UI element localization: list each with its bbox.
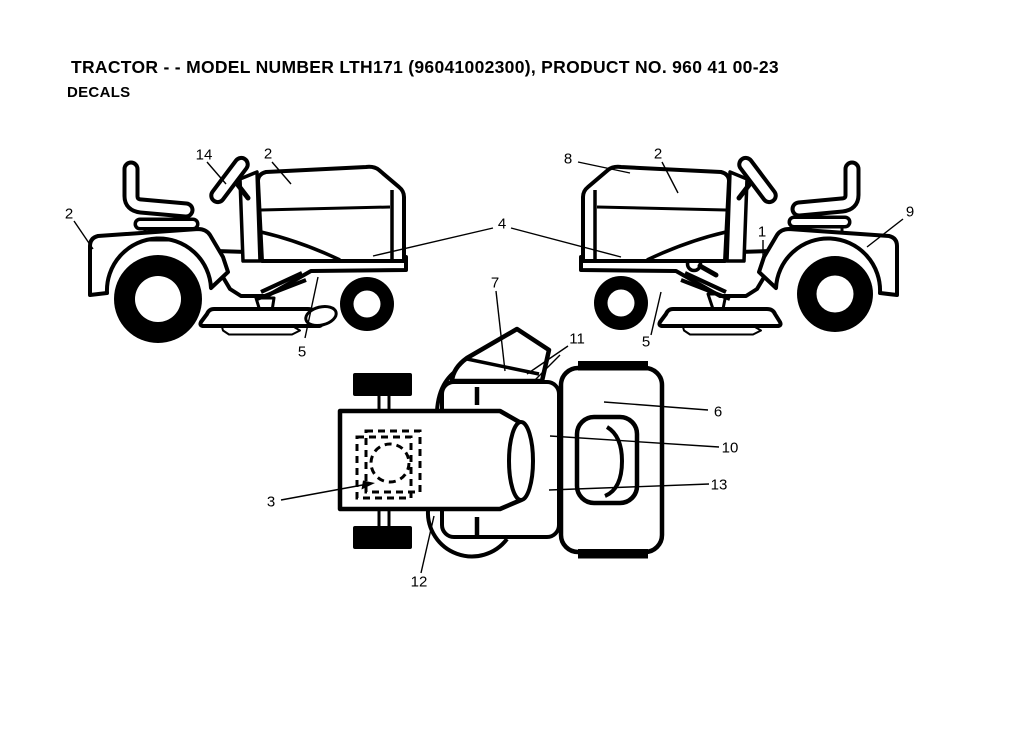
leader-line bbox=[74, 221, 93, 249]
tractor-left-side-view bbox=[90, 155, 406, 343]
callout-ref-7: 7 bbox=[490, 274, 500, 292]
rear-tire-top bbox=[578, 361, 648, 371]
seat-top-view bbox=[577, 417, 637, 503]
page-title: TRACTOR - - MODEL NUMBER LTH171 (96041002300), PRODUCT NO. 960 41 00-23 bbox=[71, 57, 779, 77]
hood bbox=[258, 167, 404, 261]
callout-ref-6: 6 bbox=[713, 403, 723, 421]
hood-top-view bbox=[340, 411, 521, 509]
leader-line bbox=[651, 292, 661, 335]
callout-ref-11: 11 bbox=[569, 330, 585, 348]
callout-ref-10: 10 bbox=[721, 439, 739, 457]
deck-skirt bbox=[683, 327, 761, 335]
callout-ref-5-left-deck: 5 bbox=[297, 343, 307, 361]
callout-ref-2-left-hood: 2 bbox=[263, 145, 273, 163]
mower-deck bbox=[200, 309, 321, 326]
callout-ref-9: 9 bbox=[905, 203, 915, 221]
deck-skirt bbox=[222, 327, 300, 335]
front-tire-bottom bbox=[353, 526, 412, 549]
tractor-right-side-view bbox=[581, 155, 897, 334]
front-tire-top bbox=[353, 373, 412, 396]
mower-deck bbox=[659, 309, 780, 326]
callout-ref-12: 12 bbox=[410, 573, 428, 591]
callout-ref-14: 14 bbox=[195, 146, 213, 164]
tractor-top-view bbox=[340, 329, 662, 559]
steering-console bbox=[727, 172, 747, 261]
hood bbox=[583, 167, 729, 261]
steering-console bbox=[240, 172, 260, 261]
callout-ref-8: 8 bbox=[563, 150, 573, 168]
callout-ref-4: 4 bbox=[497, 215, 507, 233]
page-subtitle: DECALS bbox=[67, 84, 131, 101]
callout-ref-1: 1 bbox=[757, 223, 767, 241]
callout-ref-13: 13 bbox=[710, 476, 728, 494]
callout-ref-3: 3 bbox=[266, 493, 276, 511]
leader-line bbox=[207, 162, 226, 184]
callout-ref-2-left-fender: 2 bbox=[64, 205, 74, 223]
callout-ref-2-right-hood: 2 bbox=[653, 145, 663, 163]
callout-ref-5-right-deck: 5 bbox=[641, 333, 651, 351]
steering-wheel-top-view bbox=[509, 422, 533, 500]
rear-tire-bottom bbox=[578, 549, 648, 559]
